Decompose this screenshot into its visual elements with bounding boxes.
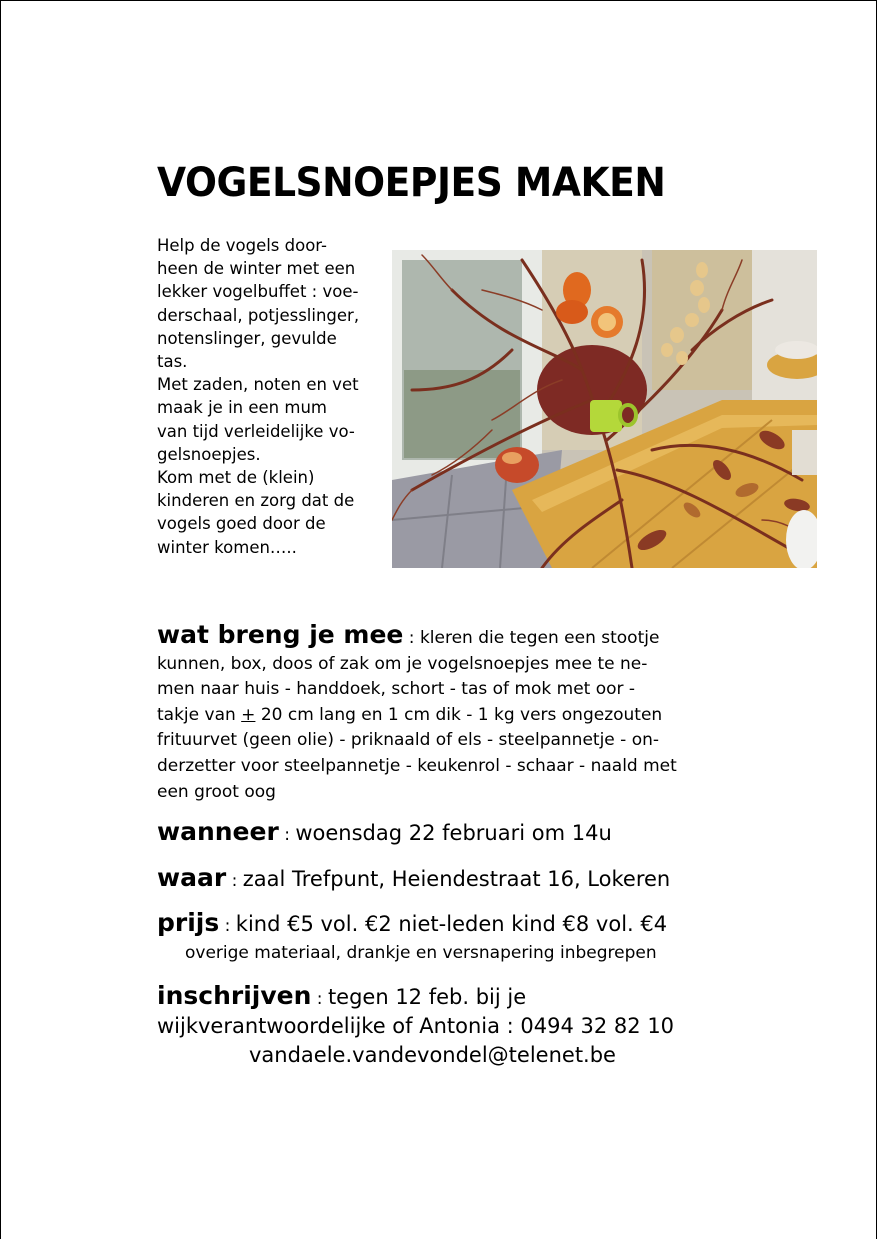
bring-line-2: kunnen, box, doos of zak om je vogelsnoepjes mee te ne- xyxy=(157,653,648,674)
where-row xyxy=(157,863,670,892)
register-value: tegen 12 feb. bij je xyxy=(327,985,527,1009)
intro-line: derschaal, potjesslinger, xyxy=(157,305,360,325)
bring-line-5: frituurvet (geen olie) - priknaald of els - steelpannetje - on- xyxy=(157,730,660,751)
bring-label: wat breng je mee xyxy=(157,620,404,649)
intro-line: notenslinger, gevulde xyxy=(157,328,337,348)
bring-sep: : xyxy=(403,628,420,648)
price-row xyxy=(157,908,667,937)
intro-line: tas. xyxy=(157,352,188,372)
price-sep: : xyxy=(219,916,236,936)
bring-line-3: men naar huis - handdoek, schort - tas of mok met oor - xyxy=(157,679,636,700)
bring-line-6: derzetter voor steelpannetje - keukenrol - schaar - naald met xyxy=(157,755,677,776)
when-sep: : xyxy=(278,825,296,845)
intro-line: gelsnoepjes. xyxy=(157,444,261,464)
where-value: zaal Trefpunt, Heiendestraat 16, Lokeren xyxy=(242,867,671,891)
intro-text xyxy=(157,234,397,559)
where-label: waar xyxy=(157,863,227,892)
price-label: prijs xyxy=(157,908,220,937)
intro-line: vogels goed door de xyxy=(157,514,326,534)
bring-line-1: kleren die tegen een stootje xyxy=(419,628,660,648)
bring-line-4-post: 20 cm lang en 1 cm dik - 1 kg vers ongezouten xyxy=(255,704,663,725)
price-value: kind €5 vol. €2 niet-leden kind €8 vol. €4 xyxy=(235,912,668,936)
intro-line: lekker vogelbuffet : voe- xyxy=(157,282,359,302)
register-email: vandaele.vandevondel@telenet.be xyxy=(249,1043,616,1067)
when-row xyxy=(157,817,612,846)
page-title: VOGELSNOEPJES MAKEN xyxy=(157,160,666,206)
price-note: overige materiaal, drankje en versnapering inbegrepen xyxy=(185,943,657,963)
register-label: inschrijven xyxy=(157,981,312,1010)
intro-line: van tijd verleidelijke vo- xyxy=(157,421,355,441)
intro-line: Met zaden, noten en vet xyxy=(157,375,359,395)
intro-line: kinderen en zorg dat de xyxy=(157,491,355,511)
register-sep: : xyxy=(311,989,328,1009)
bring-line-7: een groot oog xyxy=(157,781,276,802)
bird-treats-photo xyxy=(392,250,817,568)
register-row xyxy=(157,981,526,1010)
intro-line: heen de winter met een xyxy=(157,259,356,279)
intro-line: winter komen….. xyxy=(157,537,297,557)
where-sep: : xyxy=(226,871,243,891)
bring-line-4-pre: takje van xyxy=(157,704,242,725)
register-contact: wijkverantwoordelijke of Antonia : 0494 32 82 10 xyxy=(157,1014,675,1038)
bring-section xyxy=(157,622,737,805)
when-value: woensdag 22 februari om 14u xyxy=(295,821,612,845)
intro-line: Help de vogels door- xyxy=(157,236,327,255)
plus-minus-symbol: + xyxy=(241,704,256,725)
intro-line: Kom met de (klein) xyxy=(157,468,315,488)
when-label: wanneer xyxy=(157,817,279,846)
intro-line: maak je in een mum xyxy=(157,398,327,418)
